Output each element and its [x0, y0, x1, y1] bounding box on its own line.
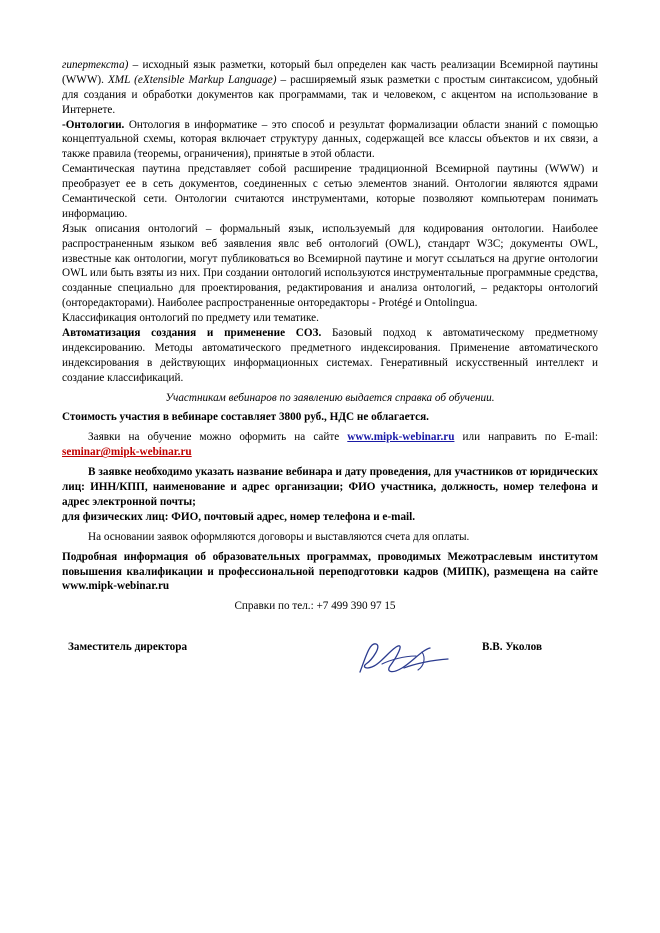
- application-paragraph: [62, 430, 598, 460]
- requirements-individuals: для физических лиц: ФИО, почтовый адрес, номер телефона и e-mail.: [62, 510, 416, 523]
- classification-text: Классификация онтологий по предмету или тематике.: [62, 312, 319, 325]
- info-block-text: Подробная информация об образовательных программах, проводимых Межотраслевым институтом повышения квалификации и профессиональной переподготовки кадров (МИПК), размещена на сайте: [62, 550, 598, 578]
- contracts-line: На основании заявок оформляются договоры и выставляются счета для оплаты.: [88, 530, 470, 543]
- heading-ontology: -Онтологии.: [62, 118, 125, 131]
- info-block: [62, 550, 598, 595]
- reference-line: Справки по тел.: +7 499 390 97 15: [234, 600, 396, 613]
- certificate-note: Участникам вебинаров по заявлению выдается справка об обучении.: [165, 391, 495, 404]
- heading-automation: Автоматизация создания и применение СОЗ.: [62, 327, 322, 340]
- document-body: [62, 58, 598, 688]
- application-middle: или направить по E-mail:: [454, 431, 598, 444]
- paragraph-owl: [62, 222, 598, 311]
- semantic-web-text: Семантическая паутина представляет собой расширение традиционной Всемирной паутины (WWW) и преобразует ее в сеть документов, соединенных с сетью элементов знаний. Онтологии являются ядрами Семантической сети. Онтологии считаются инструментами, которые позволяют компьютерам понимать информацию.: [62, 163, 598, 220]
- signature-position: Заместитель директора: [68, 641, 188, 654]
- email-link[interactable]: seminar@mipk-webinar.ru: [62, 446, 192, 459]
- paragraph-automation: [62, 326, 598, 386]
- term-xml: XML (eXtensible Markup Language): [107, 73, 277, 86]
- ontology-text: Онтология в информатике – это способ и результат формализации области знаний с помощью концептуальной схемы, которая включает структуру данных, содержащей все классы объектов и их связи, а также правила (теоремы, ограничения), принятые в этой области.: [62, 118, 598, 161]
- hypertext-text-2: – расширяемый язык разметки с простым синтаксисом, удобный для создания и обработки документов как программами, так и человеком, с акцентом на использование в Интернете.: [62, 73, 598, 116]
- signature-row: [62, 640, 598, 688]
- paragraph-classification: [62, 311, 598, 326]
- price-line: Стоимость участия в вебинаре составляет 3800 руб., НДС не облагается.: [62, 411, 429, 424]
- info-block-site: www.mipk-webinar.ru: [62, 580, 170, 593]
- automation-text: Базовый подход к автоматическому предметному индексированию. Методы автоматического предметного индексирования. Применение автоматического индексирования в действующих информационных системах. Генеративный искусственный интеллект и создание классификаций.: [62, 327, 599, 384]
- requirements-intro: В заявке необходимо указать название вебинара и дату проведения, для участников от юридических лиц: ИНН/КПП, наименование и адрес организации; ФИО участника, должность, номер телефона и адрес электронной почты;: [62, 466, 598, 508]
- paragraph-semantic-web: [62, 162, 598, 222]
- owl-text: Язык описания онтологий – формальный язык, используемый для кодирования онтологии. Наиболее распространенным языком веб заявления явлс веб онтологий (OWL), стандарт W3C; документы OWL, известные как онтологии, могут публиковаться во Всемирной паутине и могут ссылаться на другие онтологии OWL или быть взяты из них. При создании онтологий используются инструментальные программные средства, созданные специально для проектирования, редактирования и анализа онтологий, – редакторы онтологий (онторедакторами). Наиболее распространенные онторедакторы - Protégé и Ontolingua.: [62, 222, 598, 310]
- signature-name: В.В. Уколов: [482, 641, 542, 654]
- handwritten-signature-icon: [352, 634, 462, 680]
- paragraph-hypertext: [62, 58, 598, 118]
- site-link[interactable]: www.mipk-webinar.ru: [347, 431, 455, 444]
- hypertext-text-1: – исходный язык разметки, который был определен как часть реализации Всемирной паутины (WWW).: [62, 59, 598, 86]
- application-prefix: Заявки на обучение можно оформить на сайте: [88, 431, 348, 444]
- term-hypertext: гипертекста): [62, 59, 129, 71]
- paragraph-ontology: [62, 118, 598, 163]
